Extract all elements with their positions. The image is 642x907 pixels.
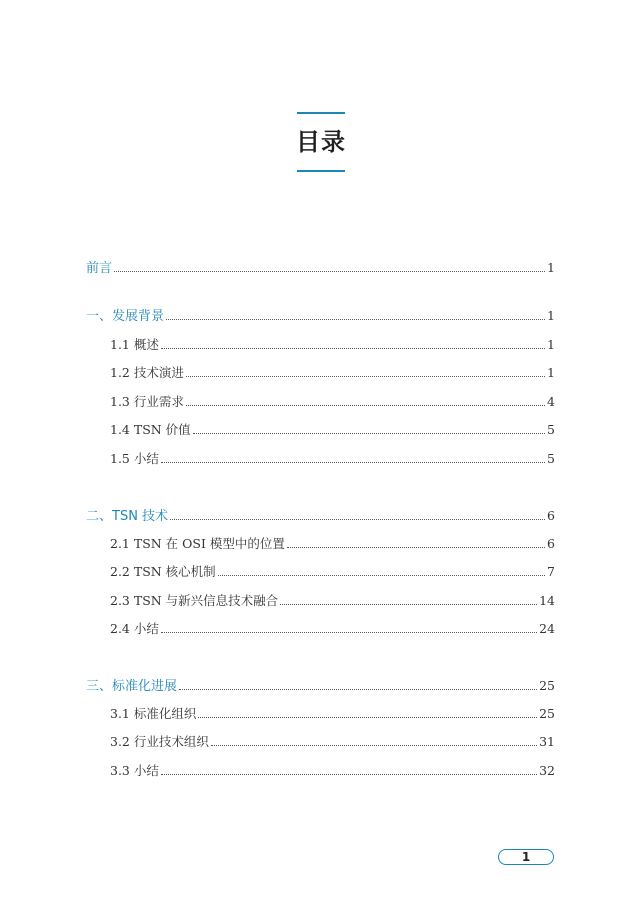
toc-leader-dots — [211, 745, 537, 746]
toc-entry-label: 1.2 技术演进 — [110, 365, 184, 380]
toc-leader-dots — [161, 348, 545, 349]
toc-leader-dots — [179, 689, 537, 690]
toc-entry-page: 5 — [547, 451, 555, 466]
toc-entry-page: 1 — [547, 337, 555, 352]
toc-leader-dots — [170, 519, 545, 520]
toc-section-3[interactable] — [86, 677, 555, 695]
toc-entry-preface[interactable] — [86, 259, 555, 277]
toc-entry[interactable] — [110, 364, 555, 382]
toc-entry-label: 1.1 概述 — [110, 337, 159, 352]
toc-section-label: 二、TSN 技术 — [86, 509, 169, 524]
toc-entry-label: 1.3 行业需求 — [110, 394, 184, 409]
toc-entry-page: 5 — [547, 422, 555, 437]
toc-entry-label: 1.4 TSN 价值 — [110, 422, 191, 437]
toc-leader-dots — [114, 271, 545, 272]
toc-leader-dots — [218, 575, 545, 576]
toc-entry-page: 6 — [547, 536, 555, 551]
toc-entry[interactable] — [110, 421, 555, 439]
toc-entry-page: 1 — [547, 260, 555, 275]
toc-leader-dots — [161, 774, 537, 775]
toc-entry[interactable] — [110, 620, 555, 638]
toc-entry-label: 前言 — [86, 261, 113, 276]
toc-leader-dots — [161, 632, 537, 633]
title-rule-top — [297, 112, 345, 114]
toc-entry-page: 7 — [547, 564, 555, 579]
toc-entry-label: 2.1 TSN 在 OSI 模型中的位置 — [110, 536, 285, 551]
toc-leader-dots — [193, 433, 545, 434]
toc-section-page: 6 — [547, 508, 555, 523]
toc-section-label: 三、标准化进展 — [86, 679, 178, 694]
toc-section-2[interactable] — [86, 507, 555, 525]
page-number-badge: 1 — [498, 849, 554, 865]
toc-entry-page: 31 — [539, 734, 555, 749]
toc-leader-dots — [166, 319, 545, 320]
toc-entry[interactable] — [110, 450, 555, 468]
toc-entry-page: 1 — [547, 365, 555, 380]
toc-entry-page: 32 — [539, 763, 555, 778]
toc-entry-label: 1.5 小结 — [110, 451, 159, 466]
toc-entry[interactable] — [110, 336, 555, 354]
page-title: 目录 — [296, 128, 346, 156]
toc-entry-label: 2.3 TSN 与新兴信息技术融合 — [110, 593, 279, 608]
toc-section-page: 1 — [547, 308, 555, 323]
toc-entry[interactable] — [110, 563, 555, 581]
toc-entry[interactable] — [110, 592, 555, 610]
toc-section-1[interactable] — [86, 307, 555, 325]
toc-leader-dots — [186, 405, 545, 406]
toc-leader-dots — [186, 376, 545, 377]
toc-leader-dots — [287, 547, 545, 548]
toc-entry-label: 2.4 小结 — [110, 621, 159, 636]
toc-entry-label: 3.1 标准化组织 — [110, 706, 197, 721]
toc-leader-dots — [161, 462, 545, 463]
toc-entry-label: 2.2 TSN 核心机制 — [110, 564, 216, 579]
toc-entry-label: 3.3 小结 — [110, 763, 159, 778]
toc-leader-dots — [280, 604, 537, 605]
toc-entry[interactable] — [110, 705, 555, 723]
toc-entry-page: 24 — [539, 621, 555, 636]
toc-section-label: 一、发展背景 — [86, 309, 165, 324]
toc-entry[interactable] — [110, 762, 555, 780]
toc-entry[interactable] — [110, 535, 555, 553]
title-rule-bottom — [297, 170, 345, 172]
toc-entry[interactable] — [110, 393, 555, 411]
toc-leader-dots — [198, 717, 537, 718]
toc-entry[interactable] — [110, 733, 555, 751]
toc-section-page: 25 — [539, 678, 555, 693]
toc-entry-page: 25 — [539, 706, 555, 721]
toc-entry-page: 4 — [547, 394, 555, 409]
toc-entry-page: 14 — [539, 593, 555, 608]
toc-entry-label: 3.2 行业技术组织 — [110, 734, 209, 749]
